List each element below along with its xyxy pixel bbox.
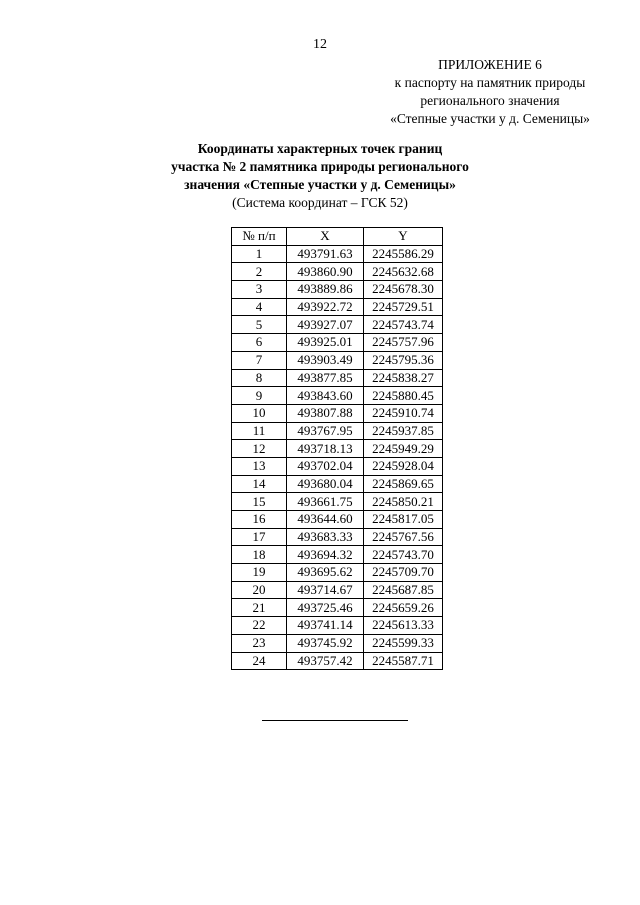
y-coordinate-cell: 2245795.36 [364, 351, 443, 369]
table-row [232, 422, 443, 440]
point-number-cell: 5 [232, 316, 287, 334]
table-row [232, 528, 443, 546]
x-coordinate-cell: 493683.33 [287, 528, 364, 546]
x-coordinate-cell: 493927.07 [287, 316, 364, 334]
x-coordinate-cell: 493644.60 [287, 511, 364, 529]
header-y: Y [364, 228, 443, 246]
y-coordinate-cell: 2245817.05 [364, 511, 443, 529]
x-coordinate-cell: 493745.92 [287, 634, 364, 652]
end-divider [262, 720, 408, 721]
table-row [232, 298, 443, 316]
table-row [232, 634, 443, 652]
point-number-cell: 16 [232, 511, 287, 529]
table-row [232, 351, 443, 369]
x-coordinate-cell: 493741.14 [287, 617, 364, 635]
table-body [232, 245, 443, 670]
y-coordinate-cell: 2245743.74 [364, 316, 443, 334]
x-coordinate-cell: 493757.42 [287, 652, 364, 670]
table-row [232, 440, 443, 458]
y-coordinate-cell: 2245838.27 [364, 369, 443, 387]
table-row [232, 369, 443, 387]
x-coordinate-cell: 493725.46 [287, 599, 364, 617]
appendix-reference: к паспорту на памятник природы [394, 75, 586, 90]
x-coordinate-cell: 493889.86 [287, 281, 364, 299]
table-row [232, 599, 443, 617]
x-coordinate-cell: 493695.62 [287, 564, 364, 582]
y-coordinate-cell: 2245687.85 [364, 581, 443, 599]
x-coordinate-cell: 493714.67 [287, 581, 364, 599]
table-header-row [232, 228, 443, 246]
y-coordinate-cell: 2245850.21 [364, 493, 443, 511]
table-row [232, 263, 443, 281]
appendix-label: ПРИЛОЖЕНИЕ 6 [438, 57, 542, 72]
document-title [0, 140, 640, 212]
point-number-cell: 23 [232, 634, 287, 652]
y-coordinate-cell: 2245743.70 [364, 546, 443, 564]
point-number-cell: 4 [232, 298, 287, 316]
table-row [232, 475, 443, 493]
point-number-cell: 12 [232, 440, 287, 458]
table-row [232, 457, 443, 475]
table-row [232, 493, 443, 511]
title-line-3: значения «Степные участки у д. Семеницы» [184, 177, 456, 192]
y-coordinate-cell: 2245632.68 [364, 263, 443, 281]
x-coordinate-cell: 493877.85 [287, 369, 364, 387]
x-coordinate-cell: 493767.95 [287, 422, 364, 440]
table-row [232, 546, 443, 564]
point-number-cell: 21 [232, 599, 287, 617]
x-coordinate-cell: 493922.72 [287, 298, 364, 316]
table-row [232, 334, 443, 352]
y-coordinate-cell: 2245910.74 [364, 404, 443, 422]
y-coordinate-cell: 2245767.56 [364, 528, 443, 546]
x-coordinate-cell: 493791.63 [287, 245, 364, 263]
y-coordinate-cell: 2245869.65 [364, 475, 443, 493]
point-number-cell: 20 [232, 581, 287, 599]
y-coordinate-cell: 2245928.04 [364, 457, 443, 475]
table-row [232, 387, 443, 405]
y-coordinate-cell: 2245729.51 [364, 298, 443, 316]
point-number-cell: 19 [232, 564, 287, 582]
table-row [232, 404, 443, 422]
page-number: 12 [313, 37, 327, 52]
point-number-cell: 24 [232, 652, 287, 670]
y-coordinate-cell: 2245678.30 [364, 281, 443, 299]
point-number-cell: 15 [232, 493, 287, 511]
point-number-cell: 18 [232, 546, 287, 564]
y-coordinate-cell: 2245880.45 [364, 387, 443, 405]
y-coordinate-cell: 2245613.33 [364, 617, 443, 635]
coordinates-table [231, 227, 443, 670]
point-number-cell: 13 [232, 457, 287, 475]
point-number-cell: 11 [232, 422, 287, 440]
x-coordinate-cell: 493925.01 [287, 334, 364, 352]
x-coordinate-cell: 493860.90 [287, 263, 364, 281]
point-number-cell: 2 [232, 263, 287, 281]
x-coordinate-cell: 493680.04 [287, 475, 364, 493]
title-line-1: Координаты характерных точек границ [197, 141, 443, 156]
appendix-reference-2: регионального значения [420, 93, 560, 108]
point-number-cell: 6 [232, 334, 287, 352]
y-coordinate-cell: 2245659.26 [364, 599, 443, 617]
appendix-reference-3: «Степные участки у д. Семеницы» [390, 111, 590, 126]
table-row [232, 281, 443, 299]
x-coordinate-cell: 493843.60 [287, 387, 364, 405]
y-coordinate-cell: 2245937.85 [364, 422, 443, 440]
y-coordinate-cell: 2245587.71 [364, 652, 443, 670]
x-coordinate-cell: 493718.13 [287, 440, 364, 458]
point-number-cell: 3 [232, 281, 287, 299]
y-coordinate-cell: 2245709.70 [364, 564, 443, 582]
table-row [232, 581, 443, 599]
x-coordinate-cell: 493661.75 [287, 493, 364, 511]
table-row [232, 652, 443, 670]
table-row [232, 245, 443, 263]
y-coordinate-cell: 2245586.29 [364, 245, 443, 263]
table-row [232, 511, 443, 529]
y-coordinate-cell: 2245949.29 [364, 440, 443, 458]
point-number-cell: 9 [232, 387, 287, 405]
point-number-cell: 14 [232, 475, 287, 493]
coordinate-system-note: (Система координат – ГСК 52) [232, 195, 408, 210]
point-number-cell: 8 [232, 369, 287, 387]
header-x: X [287, 228, 364, 246]
x-coordinate-cell: 493807.88 [287, 404, 364, 422]
point-number-cell: 17 [232, 528, 287, 546]
point-number-cell: 10 [232, 404, 287, 422]
x-coordinate-cell: 493903.49 [287, 351, 364, 369]
table-row [232, 316, 443, 334]
header-number: № п/п [232, 228, 287, 246]
point-number-cell: 22 [232, 617, 287, 635]
x-coordinate-cell: 493694.32 [287, 546, 364, 564]
title-line-2: участка № 2 памятника природы регионального [171, 159, 469, 174]
x-coordinate-cell: 493702.04 [287, 457, 364, 475]
table-row [232, 617, 443, 635]
appendix-heading [370, 56, 610, 128]
y-coordinate-cell: 2245599.33 [364, 634, 443, 652]
point-number-cell: 7 [232, 351, 287, 369]
y-coordinate-cell: 2245757.96 [364, 334, 443, 352]
table-row [232, 564, 443, 582]
point-number-cell: 1 [232, 245, 287, 263]
